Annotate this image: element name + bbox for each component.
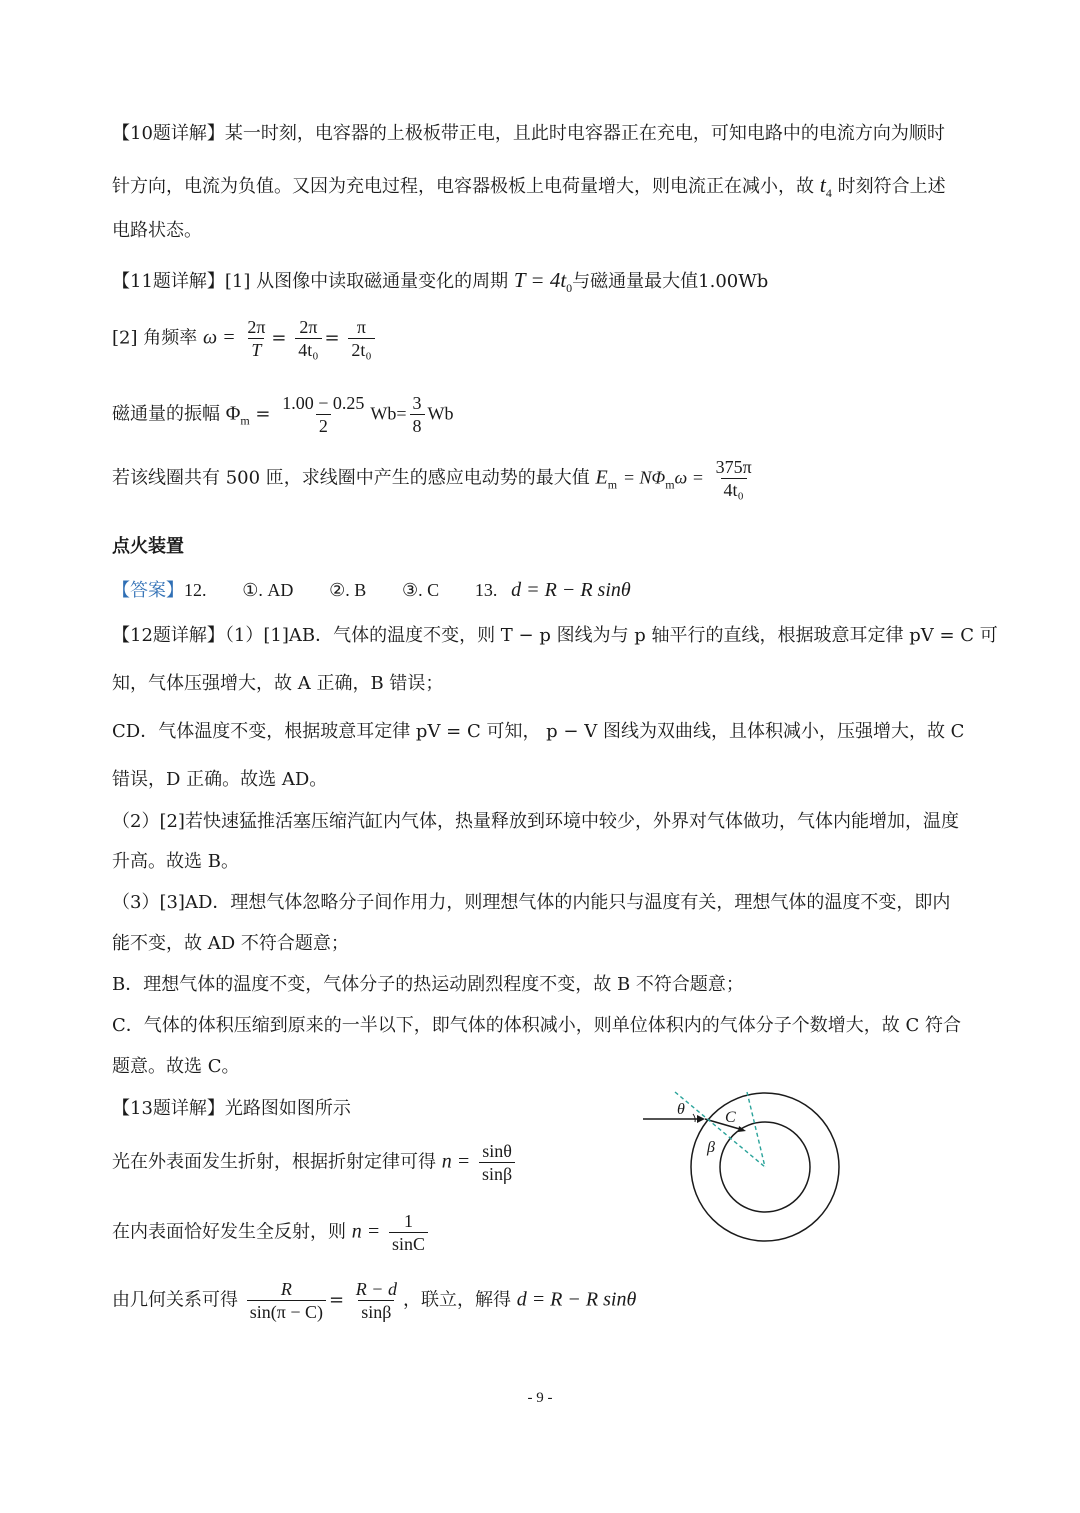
theta-label: θ — [677, 1101, 685, 1118]
answer-tag: 【答案】 — [112, 580, 184, 601]
q12-line5: （2）[2]若快速猛推活塞压缩汽缸内气体，热量释放到环境中较少，外界对气体做功，气体内能增加，温度 — [112, 811, 959, 832]
q12-line8: 能不变，故 AD 不符合题意； — [112, 933, 349, 954]
fraction: $\frac{2\pi}{T}$ — [247, 317, 266, 360]
fraction: $\frac{R - d}{\sin\beta}$ — [355, 1279, 397, 1322]
page-number: - 9 - — [527, 1390, 553, 1406]
fraction: $\frac{375\pi}{\text{4t₀}}$ — [715, 457, 752, 500]
q12-line1: 【12题详解】（1）[1]AB．气体的温度不变，则 T − p 图线为与 p 轴平行的直线，根据玻意耳定律 pV = C 可 — [112, 625, 998, 646]
q12-line3: CD．气体温度不变，根据玻意耳定律 pV = C 可知， p − V 图线为双曲线，且体积减小，压强增大，故 C — [112, 721, 965, 742]
normal-line-inner — [747, 1092, 765, 1167]
q12-line4: 错误，D 正确。故选 AD。 — [112, 769, 328, 790]
c-label: C — [725, 1109, 736, 1126]
q13-tag: 【13题详解】 — [112, 1098, 225, 1119]
q10-line1: 【10题详解】某一时刻，电容器的上极板带正电，且此时电容器正在充电，可知电路中的电流方向为顺时 — [112, 123, 945, 144]
fraction: $\frac{\pi}{\text{2t₀}}$ — [348, 318, 374, 359]
q13-refraction: 光在外表面发生折射，根据折射定律可得 n = $\frac{\sin\theta}{\sin\beta}$ — [112, 1142, 518, 1183]
q12-tag: 【12题详解】 — [112, 625, 225, 646]
optical-path-figure — [635, 1080, 855, 1260]
q12-line11: 题意。故选 C。 — [112, 1056, 240, 1077]
fraction: $\frac{1}{\sin C}$ — [389, 1212, 428, 1253]
q11-angular-frequency: [2] 角频率 ω = $\frac{2\pi}{T}$ = $\frac{2\pi}{\text{4t₀}}$ = $\frac{\pi}{\text{2t₀}}$ — [112, 318, 378, 359]
q11-amplitude: 磁通量的振幅 $\Phi_m$ = $\frac{1.00 - 0.25}{2}$ Wb= $\frac{3}{8}$ Wb — [112, 393, 454, 436]
q12-line9: B．理想气体的温度不变，气体分子的热运动剧烈程度不变，故 B 不符合题意； — [112, 974, 744, 995]
fraction: $\frac{1.00 - 0.25}{2}$ — [282, 393, 365, 436]
q11-tag: 【11题详解】 — [112, 271, 225, 292]
beta-label: β — [707, 1139, 715, 1156]
q12-line2: 知，气体压强增大，故 A 正确，B 错误； — [112, 673, 444, 694]
section-title: 点火装置 — [112, 536, 184, 557]
fraction: $\frac{R}{\sin(\pi - C)}$ — [247, 1280, 326, 1321]
q13-line1: 【13题详解】光路图如图所示 — [112, 1098, 351, 1119]
fraction: $\frac{3}{8}$ — [410, 394, 425, 435]
q10-line2: 针方向，电流为负值。又因为充电过程，电容器极板上电荷量增大，则电流正在减小，故 $t_4$ 时刻符合上述 — [112, 172, 946, 200]
q13-geometry: 由几何关系可得 $\frac{R}{\sin(\pi - C)}$ = $\frac{R - d}{\sin\beta}$ ，联立，解得 d = R − R sinθ — [112, 1279, 637, 1322]
q13-total-reflection: 在内表面恰好发生全反射，则 n = $\frac{1}{\sin C}$ — [112, 1212, 431, 1253]
angle-arc — [693, 1114, 695, 1122]
q11-line1: 【11题详解】[1] 从图像中读取磁通量变化的周期 $T = 4t_0$与磁通量最大值1.00Wb — [112, 268, 769, 295]
answer-line: 【答案】12. ①. AD ②. B ③. C 13. d = R − R sinθ — [112, 579, 631, 601]
fraction: $\frac{2\pi}{\text{4t₀}}$ — [295, 318, 321, 359]
refracted-ray — [705, 1119, 743, 1130]
normal-line-outer — [675, 1092, 765, 1167]
fraction: $\frac{\sin\theta}{\sin\beta}$ — [479, 1142, 515, 1183]
q11-emf: 若该线圈共有 500 匝，求线圈中产生的感应电动势的最大值 $E_m = N\Phi_m\omega$ = $\frac{375\pi}{\text{4t₀}}$ — [112, 458, 758, 499]
q12-line6: 升高。故选 B。 — [112, 851, 239, 872]
q10-tag: 【10题详解】 — [112, 123, 225, 144]
q10-line3: 电路状态。 — [112, 220, 202, 241]
q12-line7: （3）[3]AD．理想气体忽略分子间作用力，则理想气体的内能只与温度有关，理想气体的温度不变，即内 — [112, 892, 951, 913]
q12-line10: C．气体的体积压缩到原来的一半以下，即气体的体积减小，则单位体积内的气体分子个数增大，故 C 符合 — [112, 1015, 961, 1036]
